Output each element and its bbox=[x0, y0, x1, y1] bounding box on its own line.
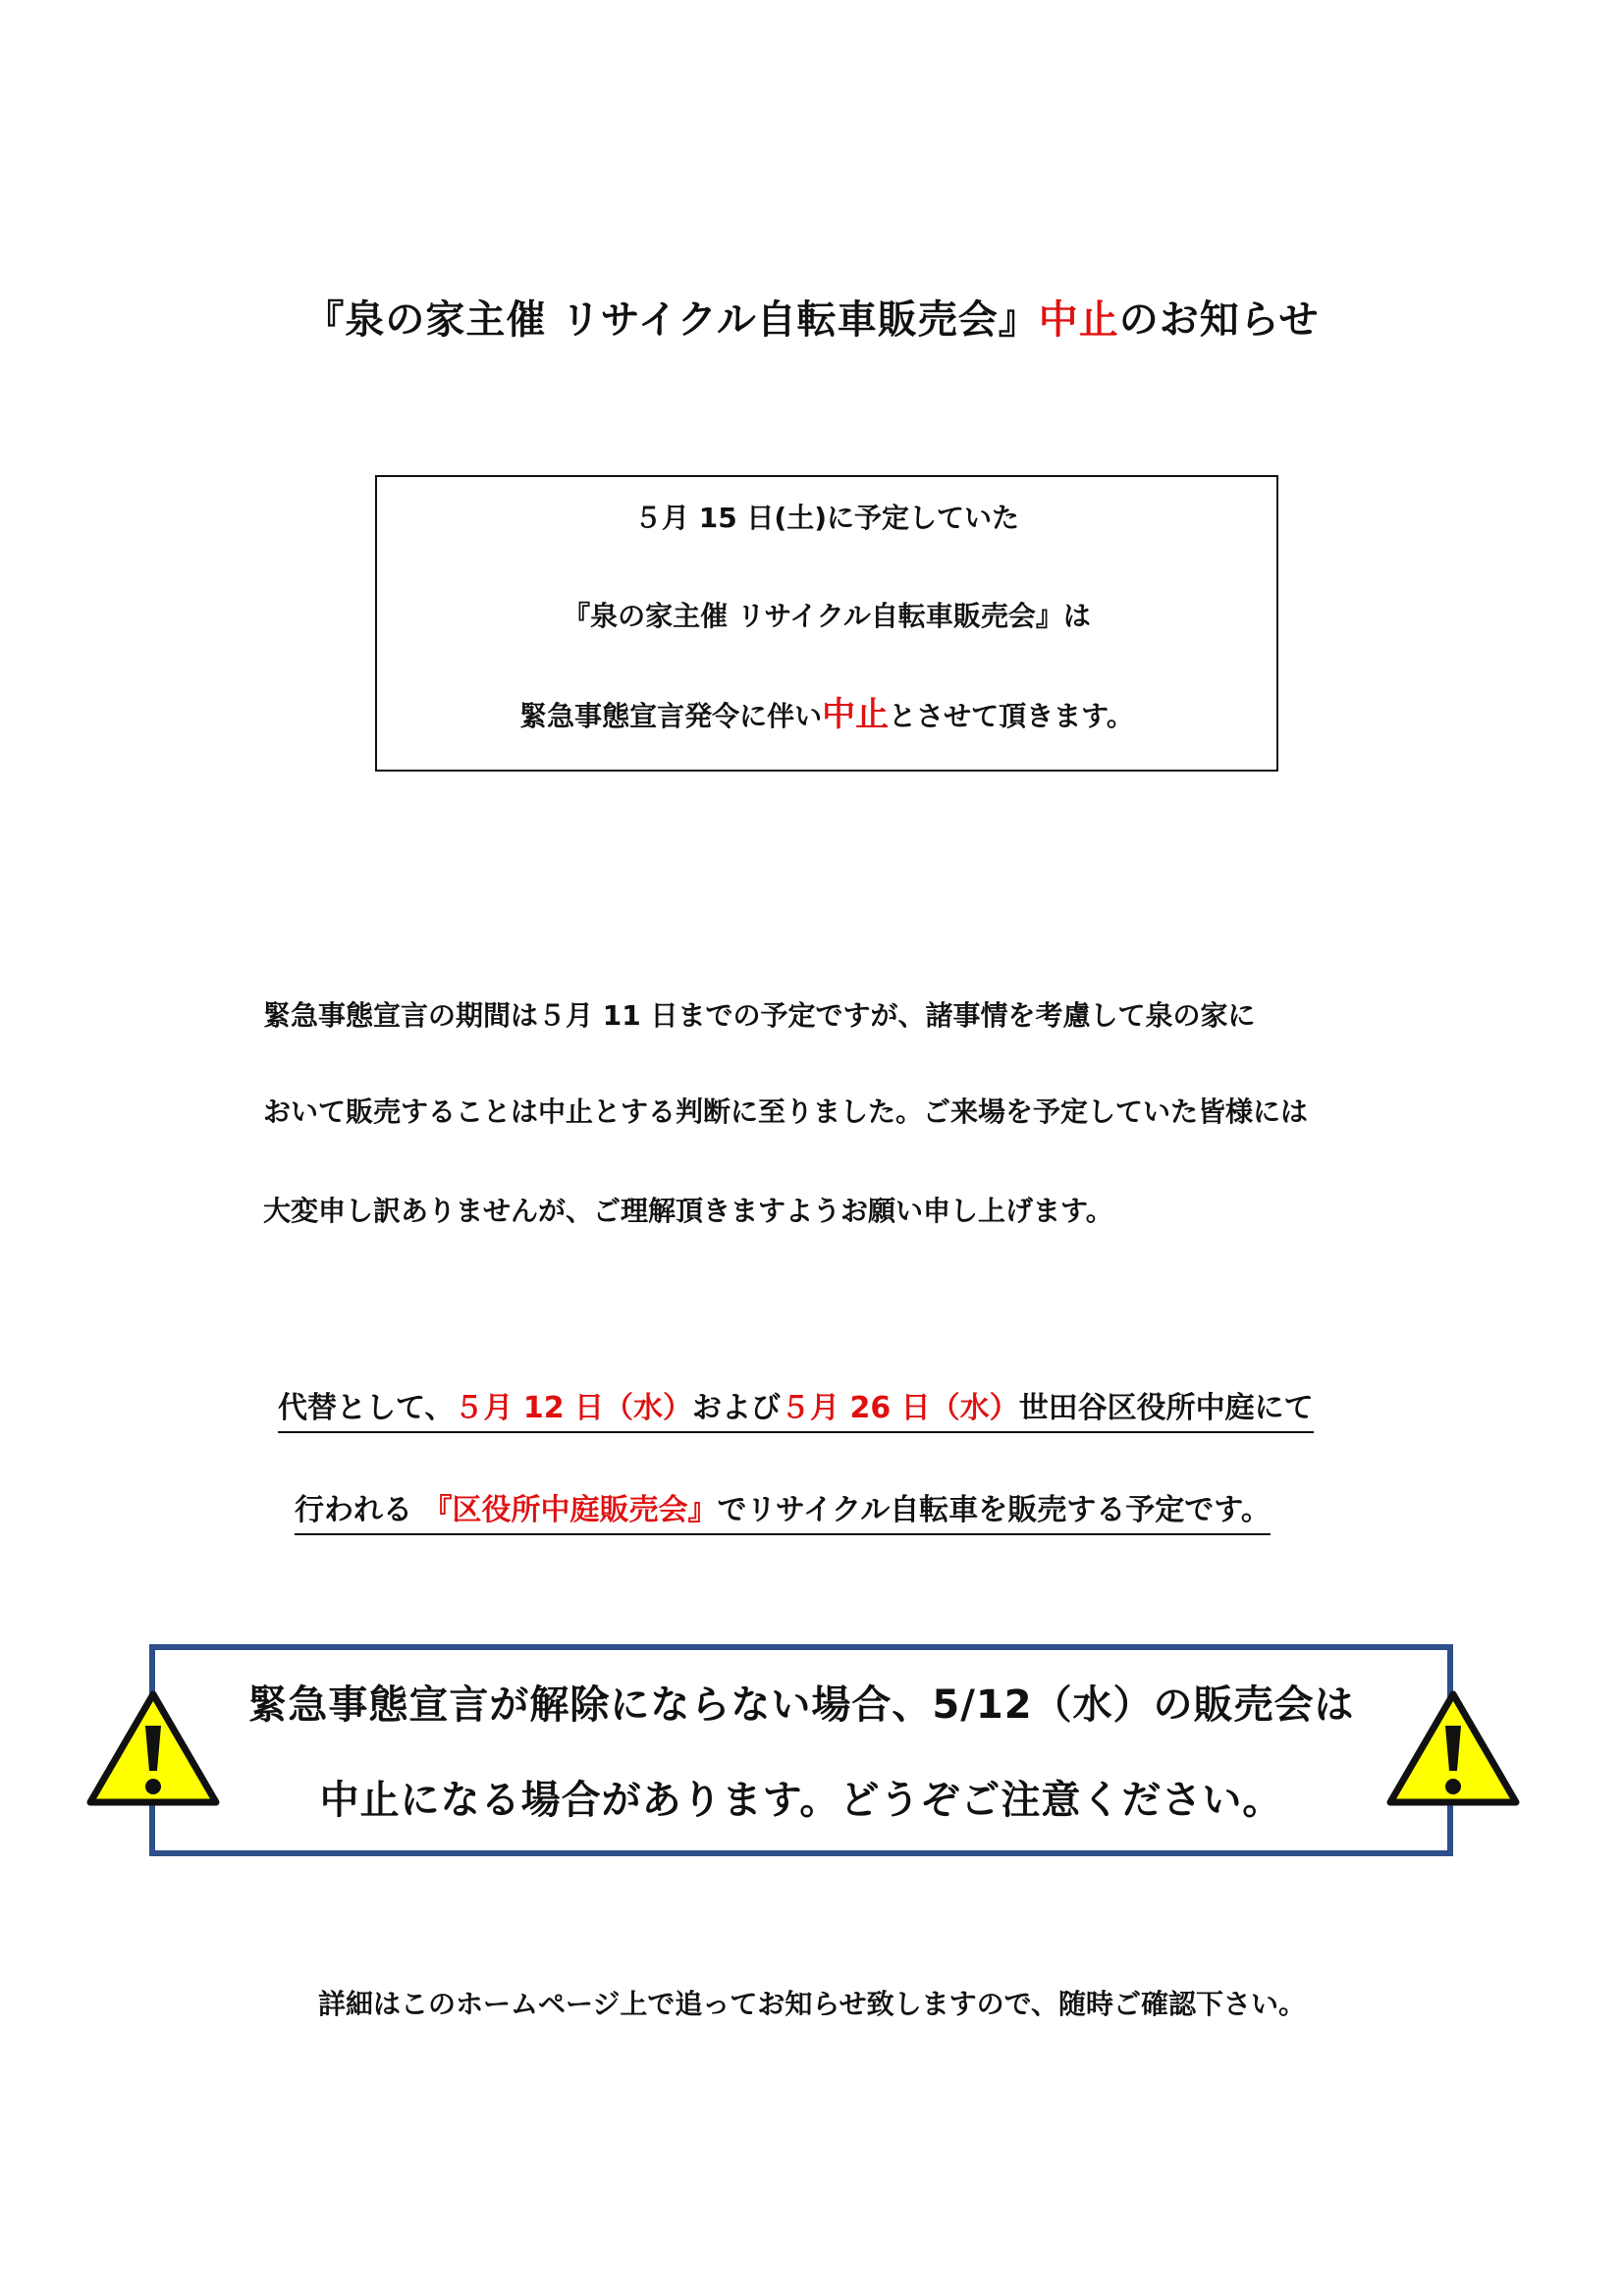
warning-box bbox=[149, 1644, 1453, 1856]
warning-line-2: 中止になる場合があります。どうぞご注意ください。 bbox=[319, 1778, 1283, 1823]
alternative-held: 行われる bbox=[295, 1493, 423, 1527]
explanation-line-2: おいて販売することは中止とする判断に至りました。ご来場を予定していた皆様には bbox=[263, 1095, 1309, 1128]
warning-triangle-icon bbox=[1384, 1688, 1522, 1810]
alternative-date-2: ５月 26 日（水） bbox=[781, 1391, 1019, 1425]
alternative-intro: 代替として、 bbox=[278, 1391, 455, 1425]
alternative-location: 世田谷区役所中庭にて bbox=[1018, 1391, 1314, 1425]
notice-cancel-emphasis: 中止 bbox=[822, 695, 890, 734]
notice-line-date: ５月 15 日(土)に予定していた bbox=[633, 502, 1020, 534]
alternative-plan: でリサイクル自転車を販売する予定です。 bbox=[717, 1493, 1271, 1527]
footer-note: 詳細はこのホームページ上で追ってお知らせ致しますので、随時ご確認下さい。 bbox=[317, 1988, 1307, 2020]
notice-line-cancel bbox=[377, 695, 1276, 736]
alternative-date-1: ５月 12 日（水） bbox=[454, 1391, 693, 1425]
explanation-line-1: 緊急事態宣言の期間は５月 11 日までの予定ですが、諸事情を考慮して泉の家に bbox=[263, 999, 1256, 1032]
notice-reason: 緊急事態宣言発令に伴い bbox=[519, 700, 823, 732]
warning-line-1: 緊急事態宣言が解除にならない場合、5/12（水）の販売会は bbox=[247, 1682, 1355, 1728]
notice-line-event: 『泉の家主催 リサイクル自転車販売会』は bbox=[563, 600, 1091, 632]
title-suffix: のお知らせ bbox=[1118, 297, 1320, 343]
page-title bbox=[0, 291, 1624, 349]
explanation-line-3: 大変申し訳ありませんが、ご理解頂きますようお願い申し上げます。 bbox=[263, 1195, 1113, 1227]
notice-closing: とさせて頂きます。 bbox=[889, 700, 1134, 732]
warning-triangle-icon bbox=[84, 1688, 222, 1810]
alternative-conjunction: および bbox=[692, 1391, 782, 1425]
alternative-event-name: 『区役所中庭販売会』 bbox=[422, 1493, 718, 1527]
cancellation-notice-box bbox=[375, 475, 1278, 772]
title-text: 『泉の家主催 リサイクル自転車販売会』 bbox=[304, 297, 1039, 343]
alternative-line-2 bbox=[295, 1488, 1271, 1535]
alternative-line-1 bbox=[278, 1386, 1314, 1433]
title-cancel-emphasis: 中止 bbox=[1038, 297, 1119, 343]
